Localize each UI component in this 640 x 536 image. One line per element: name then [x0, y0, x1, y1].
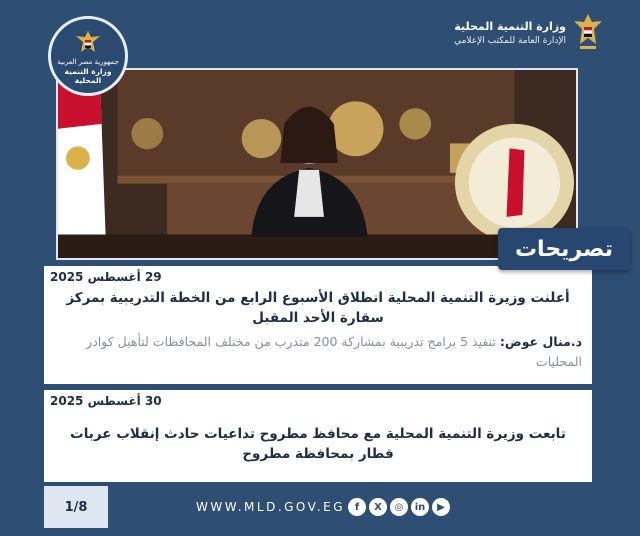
logo-office-title: الإدارة العامة للمكتب الإعلامي: [454, 35, 566, 46]
facebook-icon[interactable]: f: [348, 498, 366, 516]
website-url[interactable]: WWW.MLD.GOV.EG: [196, 500, 346, 514]
news-quote: [54, 332, 582, 372]
social-links: [348, 498, 450, 516]
quote-speaker: د.منال عوض:: [499, 334, 582, 349]
logo-ministry-title: وزارة التنمية المحلية: [454, 19, 566, 33]
news-date: 29 أغسطس 2025: [50, 270, 162, 284]
news-card: [44, 390, 592, 482]
page-counter: 1/8: [44, 486, 108, 528]
media-office-logo: [414, 10, 604, 56]
x-icon[interactable]: X: [369, 498, 387, 516]
ministry-seal-logo: [48, 16, 128, 96]
news-headline: تابعت وزيرة التنمية المحلية مع محافظ مطروح تداعيات حادث إنقلاب عربات قطار بمحافظة مطروح: [70, 426, 566, 462]
news-headline: أعلنت وزيرة التنمية المحلية انطلاق الأسبوع الرابع من الخطة التدريبية بمركز سقارة الأحد المقبل: [66, 290, 570, 326]
youtube-icon[interactable]: ▶: [432, 498, 450, 516]
seal-ministry-text: وزارة التنمية المحلية: [64, 66, 112, 85]
statements-badge: تصريحات: [498, 228, 630, 270]
seal-country-text: جمهورية مصر العربية: [57, 57, 119, 66]
news-card: [44, 266, 592, 384]
instagram-icon[interactable]: ◎: [390, 498, 408, 516]
eagle-emblem-icon: [572, 12, 604, 54]
eagle-emblem-icon: [73, 28, 103, 58]
linkedin-icon[interactable]: in: [411, 498, 429, 516]
quote-text: تنفيذ 5 برامج تدريبية بمشاركة 200 متدرب من مختلف المحافظات لتأهيل كوادر المحليات: [86, 334, 582, 369]
news-date: 30 أغسطس 2025: [50, 394, 162, 408]
